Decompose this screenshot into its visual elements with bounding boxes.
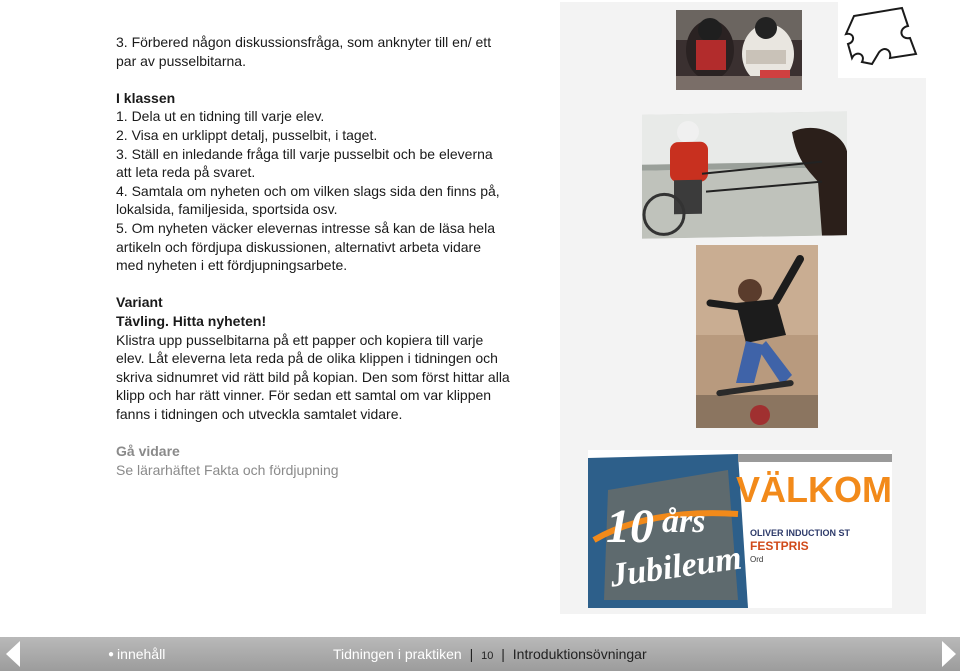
variant-heading: Variant: [116, 294, 163, 311]
separator: |: [501, 646, 505, 662]
list-item: att leta reda på svaret.: [116, 164, 256, 181]
toc-link[interactable]: [108, 646, 165, 662]
list-item: med nyheten i ett fördjupningsarbete.: [116, 257, 348, 274]
page-number: 10: [481, 650, 494, 662]
footer-nav: [0, 637, 960, 671]
section-title: Tidningen i praktiken: [333, 646, 462, 662]
next-page-icon[interactable]: [942, 641, 956, 667]
list-item: 4. Samtala om nyheten och om vilken slags sida den finns på,: [116, 182, 500, 199]
variant-line: elev. Låt eleverna leta reda på de olika klippen i tidningen och: [116, 350, 498, 367]
body-text: [116, 33, 536, 479]
intro-line: 3. Förbered någon diskussionsfråga, som anknyter till en/ ett: [116, 34, 492, 50]
bullet-icon: ●: [108, 649, 115, 660]
breadcrumb: [333, 646, 647, 662]
toc-label: innehåll: [117, 646, 166, 662]
chapter-title: Introduktionsövningar: [512, 646, 647, 662]
list-item: 2. Visa en urklippt detalj, pusselbit, i taget.: [116, 126, 378, 143]
clipping-line1: OLIVER INDUCTION ST: [750, 528, 851, 538]
clipping-line3: Ord: [750, 555, 764, 564]
jubileum-word2: Jubileum: [607, 539, 744, 595]
klassen-heading: I klassen: [116, 89, 176, 106]
list-item: 5. Om nyheten väcker elevernas intresse så kan de läsa hela: [116, 219, 495, 236]
further-text: Se lärarhäftet Fakta och fördjupning: [116, 461, 339, 478]
hockey-photo: [676, 10, 802, 90]
jubileum-clipping: [588, 450, 892, 608]
puzzle-piece-icon: [838, 2, 926, 78]
variant-line: skriva sidnumret vid rätt bild på kopian. Den som först hittar alla: [116, 368, 510, 385]
list-item: lokalsida, familjesida, sportsida osv.: [116, 201, 338, 218]
previous-page-icon[interactable]: [6, 641, 20, 667]
list-item: 3. Ställ en inledande fråga till varje pusselbit och be eleverna: [116, 145, 493, 162]
intro-line: par av pusselbitarna.: [116, 52, 246, 69]
variant-line: klipp och har rätt vinner. För sedan ett samtal om var klippen: [116, 387, 492, 404]
clipping-line2: FESTPRIS: [750, 539, 809, 553]
variant-line: fanns i tidningen och utveckla samtalet vidare.: [116, 405, 403, 422]
welcome-text: VÄLKOM: [736, 469, 892, 510]
skateboard-photo: [696, 245, 818, 428]
puzzle-corner: [838, 2, 926, 78]
list-item: 1. Dela ut en tidning till varje elev.: [116, 108, 325, 125]
variant-line: Klistra upp pusselbitarna på ett papper och kopiera till varje: [116, 331, 484, 348]
separator: |: [469, 646, 474, 662]
jubileum-number: 10: [606, 500, 654, 553]
variant-subheading: Tävling. Hitta nyheten!: [116, 312, 267, 329]
jubileum-word1: års: [662, 503, 706, 540]
trotting-photo: [642, 111, 847, 239]
list-item: artikeln och fördjupa diskussionen, alternativt arbeta vidare: [116, 238, 481, 255]
further-heading: Gå vidare: [116, 443, 180, 460]
